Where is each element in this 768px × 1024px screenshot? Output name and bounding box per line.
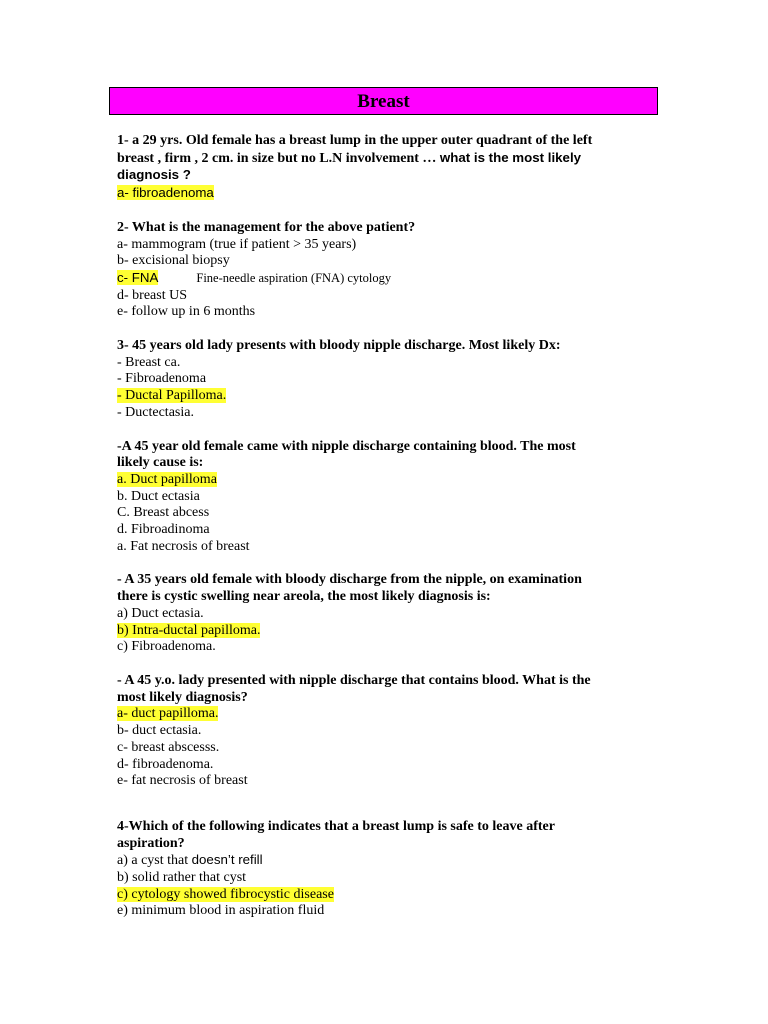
question-stem-part: breast , firm , 2 cm. in size but no L.N involvement … (117, 150, 440, 166)
answer-highlight: - Ductal Papilloma. (117, 388, 227, 404)
question-stem (117, 150, 657, 168)
answer-option: - Fibroadenoma (117, 371, 207, 387)
question-stem (117, 167, 657, 185)
question-2 (117, 220, 657, 321)
question-stem: likely cause is: (117, 455, 204, 471)
question-4 (117, 439, 657, 556)
question-5 (117, 572, 657, 656)
answer-note: Fine-needle aspiration (FNA) cytology (196, 270, 392, 285)
answer-option: b) solid rather that cyst (117, 870, 247, 886)
answer-option: a. Fat necrosis of breast (117, 538, 250, 554)
answer-highlight: a- duct papilloma. (117, 706, 219, 722)
question-1 (117, 133, 657, 203)
answer-highlight: b) Intra-ductal papilloma. (117, 622, 261, 638)
question-stem: -A 45 year old female came with nipple discharge containing blood. The most (117, 438, 576, 454)
answer-option: d. Fibroadinoma (117, 522, 210, 538)
question-7 (117, 819, 657, 920)
question-3 (117, 338, 657, 422)
question-stem: 1- a 29 yrs. Old female has a breast lump in the upper outer quadrant of the left (117, 133, 593, 148)
answer-option: a) Duct ectasia. (117, 605, 204, 621)
question-stem-part: diagnosis ? (117, 167, 191, 183)
question-stem: there is cystic swelling near areola, the most likely diagnosis is: (117, 589, 491, 605)
answer-option: a- mammogram (true if patient > 35 years) (117, 236, 357, 252)
answer-option-correct (117, 623, 657, 640)
answer-option-correct (117, 472, 657, 489)
answer-option: c- breast abscesss. (117, 739, 220, 755)
answer-option-correct (117, 706, 657, 723)
answer-option: - Breast ca. (117, 354, 181, 370)
question-list (117, 133, 657, 937)
answer-option-correct (117, 388, 657, 405)
question-stem: 4-Which of the following indicates that a breast lump is safe to leave after (117, 818, 555, 834)
answer-option-correct (117, 270, 657, 288)
question-stem: 2- What is the management for the above patient? (117, 219, 416, 235)
answer-option: d- fibroadenoma. (117, 756, 214, 772)
answer-option: b. Duct ectasia (117, 488, 200, 504)
question-stem: 3- 45 years old lady presents with bloody nipple discharge. Most likely Dx: (117, 338, 561, 354)
answer-option: d- breast US (117, 287, 187, 303)
answer-option: C. Breast abcess (117, 505, 210, 521)
answer-highlight: a- fibroadenoma (117, 185, 214, 201)
answer-option: b- duct ectasia. (117, 723, 202, 739)
answer-option: e) minimum blood in aspiration fluid (117, 903, 325, 919)
answer-highlight: a. Duct papilloma (117, 471, 217, 487)
answer-highlight: c- FNA (117, 269, 159, 285)
answer-option-correct (117, 185, 657, 203)
answer-option: - Ductectasia. (117, 404, 194, 420)
answer-option (117, 852, 657, 870)
question-stem: - A 35 years old female with bloody discharge from the nipple, on examination (117, 572, 582, 588)
answer-option-part: a) a cyst that (117, 853, 192, 869)
question-stem: most likely diagnosis? (117, 689, 248, 705)
answer-highlight: c) cytology showed fibrocystic disease (117, 886, 334, 902)
answer-option: b- excisional biopsy (117, 253, 230, 269)
page-title: Breast (109, 87, 658, 115)
question-6 (117, 673, 657, 790)
answer-option: e- follow up in 6 months (117, 304, 256, 320)
question-stem-part: what is the most likely (439, 149, 582, 165)
answer-option-part: doesn’t refill (191, 852, 263, 868)
answer-option-correct (117, 887, 657, 904)
question-stem: - A 45 y.o. lady presented with nipple discharge that contains blood. What is the (117, 672, 591, 688)
answer-option: e- fat necrosis of breast (117, 773, 248, 789)
answer-option: c) Fibroadenoma. (117, 639, 216, 655)
question-stem: aspiration? (117, 835, 185, 851)
